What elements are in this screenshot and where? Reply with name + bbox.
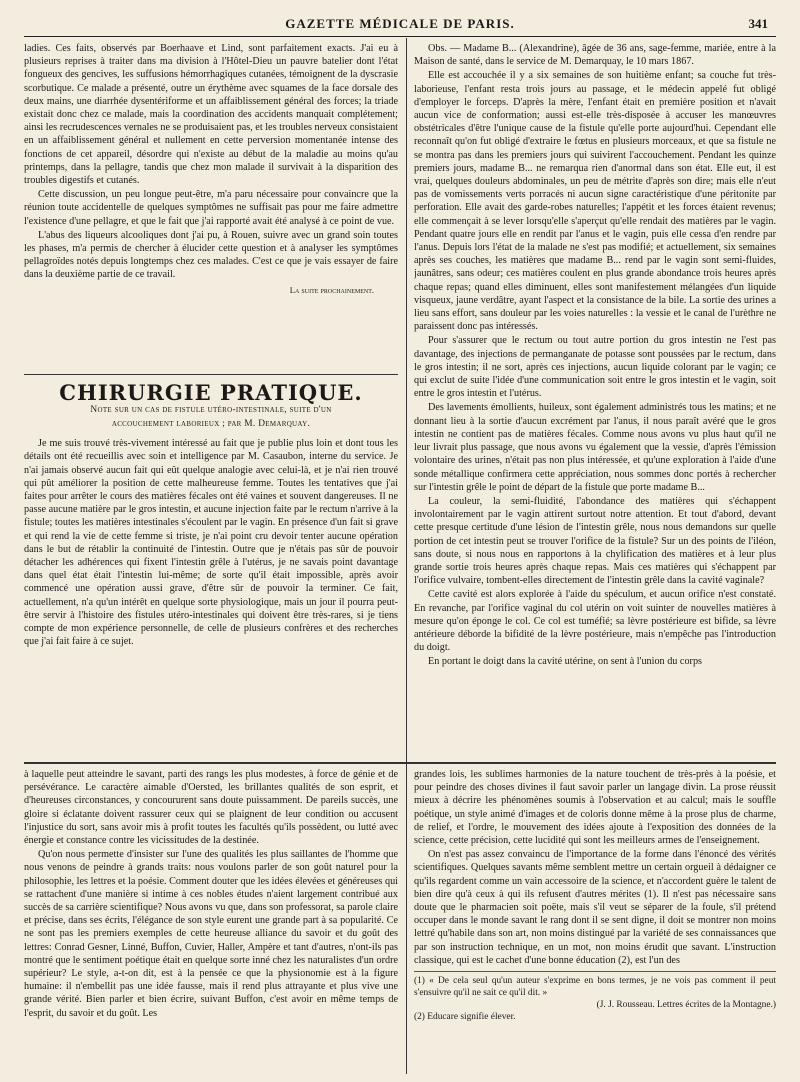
paragraph: L'abus des liqueurs alcooliques dont j'ai pu, à Rouen, suivre avec un grand soin toutes les phases, m'a permis de chercher à élucider cette question et à analyser les symptômes pellagroïdes notés depuis longtemps chez ces malades. C'est ce que je vais essayer de faire dans la deuxième partie de ce travail. [24,229,398,281]
top-left-column [24,42,398,372]
footnotes [414,971,776,1023]
section-title: CHIRURGIE PRATIQUE. [59,380,363,405]
subtitle-line: Note sur un cas de fistule utéro-intestinale, suite d'un [90,405,332,416]
paragraph: à laquelle peut atteindre le savant, parti des rangs les plus modestes, à force de génie et de persévérance. Le caractère aimable d'Oersted, les brillantes qualités de son esprit, et d'heureuses circonstances, y concoururent sans doute puissamment. De pareils succès, une gloire si éclatante doivent rassurer ceux qui se plaignent de leur condition ou accusent l'injustice du sort, sans avoir mis à profit toutes les facultés qu'ils possèdent, ou lutté avec énergie et constance contre les vicissitudes de la destinée. [24,769,398,847]
observation-heading: Obs. — Madame B... (Alexandrine), âgée de 36 ans, sage-femme, mariée, entre à la Maison de santé, dans le service de M. Demarquay, le 10 mars 1867. [414,43,776,68]
column-divider [406,38,407,1074]
paragraph: La couleur, la semi-fluidité, l'abondance des matières qui s'échappent involontairement par le vagin attirent surtout notre attention. Et tout d'abord, devant cette presque certitude d'une lésion de l'intestin grêle, nous nous demandons sur quelle portion de cet intestin peut se trouver l'orifice de la fistule? Sur un des points de l'iléon, sans doute, si nous nous en rapportons à la chylification des matières et à leur plus grande sortie trois heures après chaque repas. Mais ces matières qui s'échappent par l'orifice vulvaire, tombent-elles directement de l'intestin grêle dans la cavité vaginale? [414,495,776,587]
surgery-article [24,380,398,758]
footnote: (1) « De cela seul qu'un auteur s'exprime en bons termes, je ne vois pas comment il peut s'ensuivre qu'il ne sait ce qu'il dit. » [414,976,776,999]
paragraph: Cette cavité est alors explorée à l'aide du spéculum, et aucun orifice n'est constaté. En revanche, par l'orifice vaginal du col utérin on voit suinter de nouvelles matières à mesure qu'on éponge le col. Ce col est tuméfié; sa lèvre postérieure est bifide, sa lèvre antérieure déborde la bifidité de la lèvre postérieure, mais n'empêche pas l'introduction du doigt. [414,589,776,654]
section-divider-top [24,374,398,375]
subtitle-line: accouchement laborieux ; par M. Demarquay. [111,419,311,430]
paragraph: Qu'on nous permette d'insister sur l'une des qualités les plus saillantes de l'homme que nous venons de peindre à grands traits: nous voulons parler de son goût naturel pour la philosophie, les lettres et la poésie. Comment douter que les idées élevées et généreuses qui se rattachent d'une manière si intime à ces nobles études n'aient largement contribué aux succès de sa carrière scientifique? Nous avons vu que, dans son professorat, sa parole claire et précise, dans ses écrits, l'élégance de son style eurent une grande part à sa popularité. Ce ne sont pas les premiers exemples de cette heureuse alliance du savoir et du goût des lettres: Conrad Gesner, Linné, Buffon, Cuvier, Haller, Ampère et tant d'autres, n'ont-ils pas montré que le sentiment poétique était en quelque sorte inné chez les naturalistes d'un ordre supérieur? Le style, a-t-on dit, est à la pensée ce que la physionomie est à la figure humaine: il n'embellit pas une idée fausse, mais il rend plus attrayante et plus vive une grande vérité. Bien parler et bien écrire, suivant Buffon, c'est avoir en même temps de l'esprit, du savoir et du goût. Les [24,849,398,1019]
paragraph: grandes lois, les sublimes harmonies de la nature touchent de très-près à la poésie, et pour peindre des choses divines il faut savoir parler un langage divin. La prose réussit mieux à décrire les phénomènes soumis à l'observation et au calcul; mais le souffle poétique, un style animé d'images et de coloris donne même à la prose plus de charme, de relief, et l'ordre, le mouvement des idées ajoute à l'exposition des données de la science, cette précision, cette lucidité qui sont les meilleurs armes de l'enseignement. [414,769,776,847]
journal-title: GAZETTE MÉDICALE DE PARIS. [285,16,515,31]
paragraph: En portant le doigt dans la cavité utérine, on sent à l'union du corps [428,656,702,668]
section-divider-bottom [24,762,776,764]
paragraph: Elle est accouchée il y a six semaines de son huitième enfant; sa couche fut très-laborieuse, l'enfant resta trois jours au passage, et le médecin appelé fut obligé d'employer le forceps. D'après la mère, l'enfant était en première position et n'avait aucun vice de conformation; aussi est-elle très-disposée à accuser les manœuvres obstétricales d'être l'unique cause de la fistule qu'elle porte aujourd'hui. Cependant elle reconnaît qu'on fut obligé d'extraire le fœtus en plusieurs morceaux, et que sa fistule ne se montra pas dans les premiers jours qui suivirent l'accouchement. Pendant les quinze premiers jours, madame B... ne remarqua rien d'anormal dans son état. Elle eut, il est vrai, quelques douleurs abdominales, un peu de métrite d'après son dire; mais elle n'eut pas de vomissements verts porracés ni aucun signe caractéristique d'une péritonite par perforation. Elle avait des garde-robes naturelles; l'appétit et les forces étaient revenus; elle commençait à se lever lorsqu'elle s'aperçut qu'elle rendait des matières par le vagin. Pendant quatre jours elle en rendit par l'anus et le vagin, puis elle cessa d'en rendre par l'anus. Depuis lors l'état de la malade ne s'est pas modifié; et actuellement, six semaines après ses couches, les matières que madame B... rend par le vagin sont semi-fluides, jaunâtres, sans odeur; ces matières coulent en plus grande abondance trois heures après chaque repas; quand elles diminuent, elles sont manifestement mélangées d'un liquide visqueux, jaune verdâtre, ayant l'aspect et la consistance de la bile. La sortie des urines a lieu sans effort, sans douleur par les voies naturelles : la vessie et le canal de l'urèthre ne paraissent donc pas intéressés. [414,70,776,333]
paragraph: Pour s'assurer que le rectum ou tout autre portion du gros intestin ne l'est pas davantage, des injections de permanganate de potasse sont poussées par le rectum, dans le gros intestin; il ne sort, après ces injections, aucun liquide colorant par le vagin; ce qui exclut de suite l'idée d'une communication soit entre le gros intestin et le vagin, soit entre le gros intestin et l'utérus. [414,335,776,400]
bottom-left-column [24,768,398,1074]
bottom-right-column [414,768,776,1074]
paragraph: Je me suis trouvé très-vivement intéressé au fait que je publie plus loin et dont tous les détails ont été recueillis avec soin et intelligence par M. Casaubon, interne du service. Je n'ai jamais observé aucun fait qui eût quelque analogie avec celui-là, et je n'ai rien trouvé qui pût améliorer la position de cette malheureuse femme. Toutes les tentatives que j'ai faites pour arrêter le cours des matières fécales ont été vaines et souvent dangereuses. Il ne passe aucune matière par le gros intestin, et aucune injection faite par le rectum n'arrive à la fistule; toutes les matières intestinales s'écoulent par le vagin. En présence d'un fait si grave et qui rend la vie de cette femme si triste, je n'ai point cru devoir tenter aucune opération dans le but de rétablir la continuité de l'intestin. Outre que je n'étais pas sûr de pouvoir détacher les adhérences qui fixent l'intestin grêle à l'utérus, je ne savais point davantage dans quel état était l'intestin lui-même; de sorte qu'il était impossible, après avoir commencé une opération aussi grave, d'être sûr de pouvoir la terminer. Ce fait, actuellement, n'a qu'un intérêt en quelque sorte physiologique, mais un jour il pourra peut-être servir à l'histoire des fistules utéro-intestinales qui doivent être très-rares, si je tiens compte de mon expérience personnelle, de celle de plusieurs confrères et des recherches que j'ai fait faire à ce sujet. [24,438,398,648]
page-header [24,10,776,37]
article-subtitle [24,403,398,431]
paragraph: Des lavements émollients, huileux, sont également administrés tous les matins; et ne donnant lieu à la sortie d'aucun excrément par l'anus, il nous paraît avéré que le gros intestin ne contient pas de matières fécales. Comme nous avons vu plus haut qu'il ne leur livrait plus passage, que nous avons vu également que la vessie, d'après l'émission volontaire des urines, n'était pas non plus intéressée, et qu'une exploration à l'aide d'une sonde métallique confirmera cette appréciation, nous sommes donc portés à rechercher sur l'intestin grêle le point de départ de la fistule que porte madame B... [414,402,776,493]
continuation-note: La suite prochainement. [289,284,374,295]
top-right-column [414,42,776,757]
paragraph: Cette discussion, un peu longue peut-être, m'a paru nécessaire pour convaincre que la réunion toute accidentelle de quelques symptômes ne suffisait pas pour me faire admettre l'existence d'une pellagre, et que le fait que j'ai rapporté avait été analysé à ce point de vue. [24,189,398,227]
footnote-signature: (J. J. Rousseau. Lettres écrites de la Montagne.) [596,1000,776,1011]
page-number: 341 [748,16,768,31]
paragraph: On n'est pas assez convaincu de l'importance de la forme dans l'énoncé des vérités scientifiques. Quelques savants même semblent mettre un certain orgueil à dédaigner ce qu'ils regardent comme un vain accessoire de la science, et n'accordent guère le talent de bien dire qu'à ceux à qui ils refusent d'autres mérites (1). Il n'est pas nécessaire sans doute que le pharmacien soit poëte, mais s'il veut se séparer de la foule, s'il prétend occuper dans le monde savant le rang dont il se sent digne, il doit se montrer non moins lettré qu'habile dans son art, non moins distingué par la variété de ses connaissances que par son instruction technique, en un mot, non moins érudit que savant. L'instruction classique, qui est le cachet d'une bonne éducation (2), est l'un des [414,849,776,966]
paragraph: ladies. Ces faits, observés par Boerhaave et Lind, sont parfaitement exacts. J'ai eu à plusieurs reprises à traiter dans ma division à l'Hôtel-Dieu un pauvre batelier dont l'état fongueux des gencives, les suffusions hémorrhagiques cutanées, témoignent de la dyscrasie scorbutique. Ce malade a présenté, outre un érythème avec squames de la face dorsale des deux mains, une diarrhée dysentériforme et un affaiblissement général des forces; la triade existait donc chez ce malade, mais la coordination des accidents manquait complétement; ainsi les recrudescences vernales ne se produisaient pas, et les troubles nerveux consistaient en un affaiblissement général et nullement en cette perversion momentanée intense des fonctions de cet appareil, désordre qui n'existe au début de la maladie au moins qu'au printemps, dans la pellagre, tandis que chez mon malade il survivait à la disparition des troubles digestifs et cutanés. [24,43,398,187]
footnote: (2) Educare signifie élever. [414,1012,516,1023]
